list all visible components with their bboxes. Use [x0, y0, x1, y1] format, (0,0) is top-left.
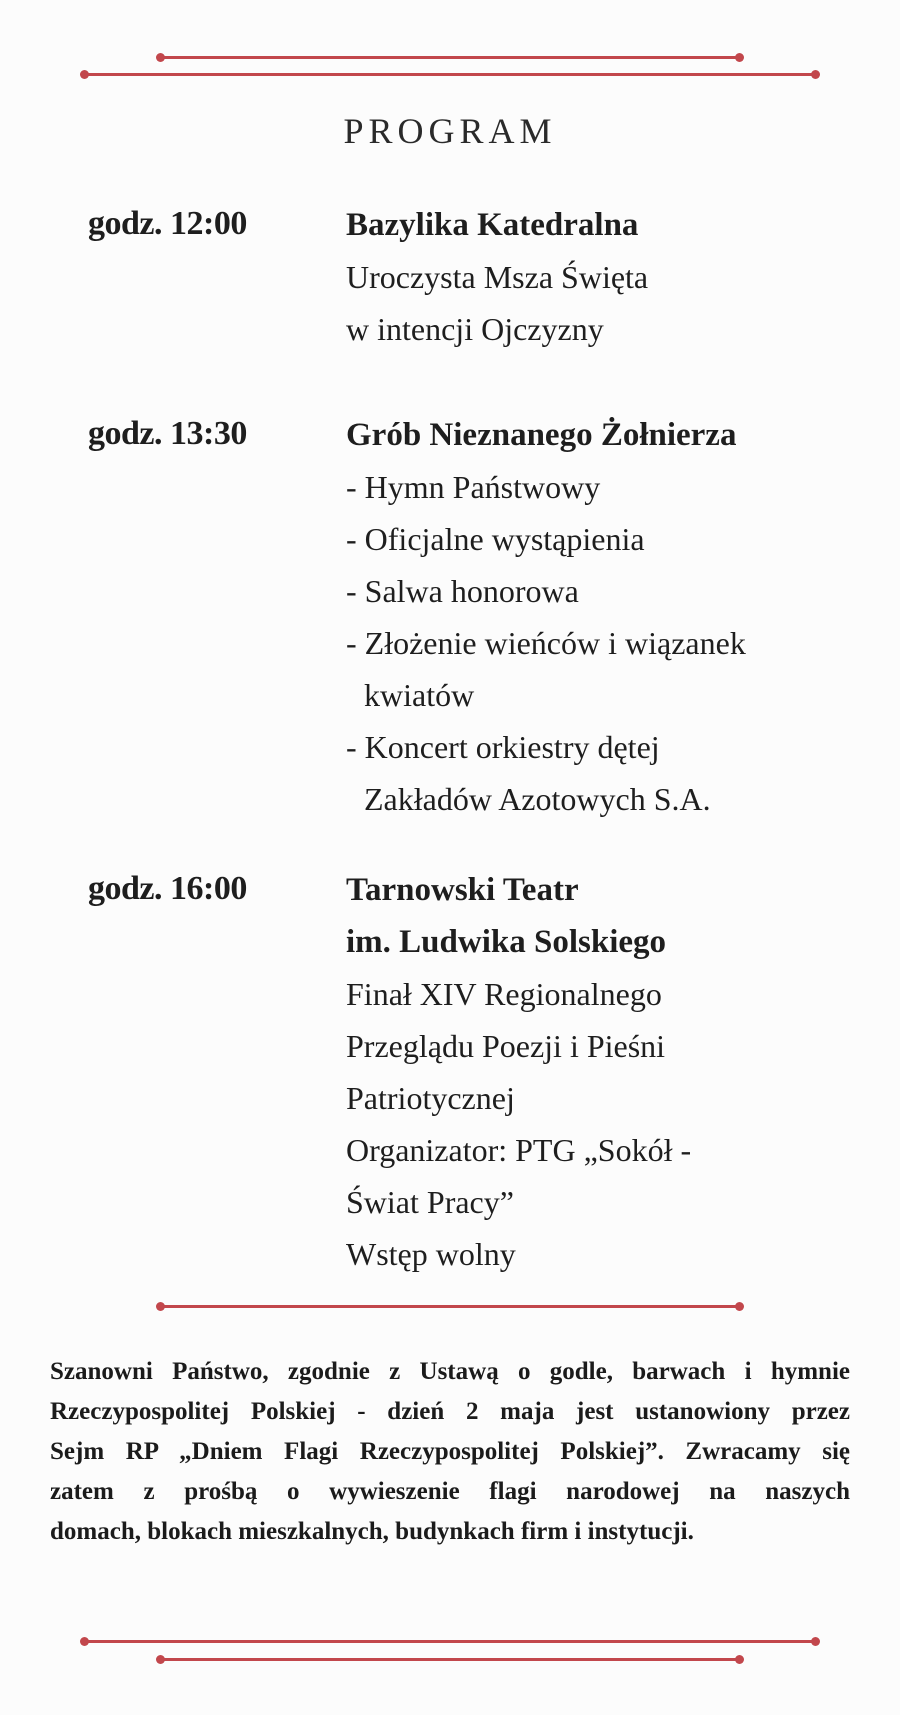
event-time: godz. 13:30: [88, 415, 247, 452]
event-time: godz. 16:00: [88, 870, 247, 907]
event-details: [346, 199, 876, 355]
event-line: - Koncert orkiestry dętej: [346, 729, 660, 765]
notice-line: Rzeczypospolitej Polskiej - dzień 2 maja jest ustanowiony przez: [50, 1398, 850, 1425]
event-line: - Złożenie wieńców i wiązanek: [346, 625, 746, 661]
event-line: - Salwa honorowa: [346, 573, 579, 609]
middle-rule: [160, 1305, 740, 1308]
flag-day-notice: [50, 1352, 850, 1552]
event-line: Wstęp wolny: [346, 1236, 516, 1272]
event-line: Przeglądu Poezji i Pieśni: [346, 1028, 666, 1064]
notice-line: Szanowni Państwo, zgodnie z Ustawą o godle, barwach i hymnie: [50, 1358, 850, 1385]
bottom-rule-long: [84, 1640, 816, 1643]
notice-line: Sejm RP „Dniem Flagi Rzeczypospolitej Polskiej”. Zwracamy się: [50, 1438, 850, 1465]
notice-line: domach, blokach mieszkalnych, budynkach firm i instytucji.: [50, 1518, 694, 1545]
bottom-rule-short: [160, 1658, 740, 1661]
event-details: [346, 864, 876, 1280]
event-time: godz. 12:00: [88, 205, 247, 242]
event-line: - Oficjalne wystąpienia: [346, 521, 645, 557]
event-line: w intencji Ojczyzny: [346, 311, 604, 347]
event-line: - Hymn Państwowy: [346, 469, 601, 505]
event-venue: im. Ludwika Solskiego: [346, 924, 667, 960]
event-line: Organizator: PTG „Sokół -: [346, 1132, 692, 1168]
event-venue: Tarnowski Teatr: [346, 872, 579, 908]
event-line: Świat Pracy”: [346, 1184, 514, 1220]
event-details: [346, 409, 876, 825]
event-line: Zakładów Azotowych S.A.: [364, 781, 711, 817]
notice-line: zatem z prośbą o wywieszenie flagi narodowej na naszych: [50, 1478, 850, 1505]
event-line: Patriotycznej: [346, 1080, 515, 1116]
event-line: Finał XIV Regionalnego: [346, 976, 662, 1012]
top-rule-short: [160, 56, 740, 59]
event-venue: Bazylika Katedralna: [346, 207, 639, 243]
event-line: kwiatów: [364, 677, 475, 713]
event-venue: Grób Nieznanego Żołnierza: [346, 417, 737, 453]
program-heading: PROGRAM: [343, 111, 557, 151]
top-rule-long: [84, 73, 816, 76]
event-line: Uroczysta Msza Święta: [346, 259, 649, 295]
